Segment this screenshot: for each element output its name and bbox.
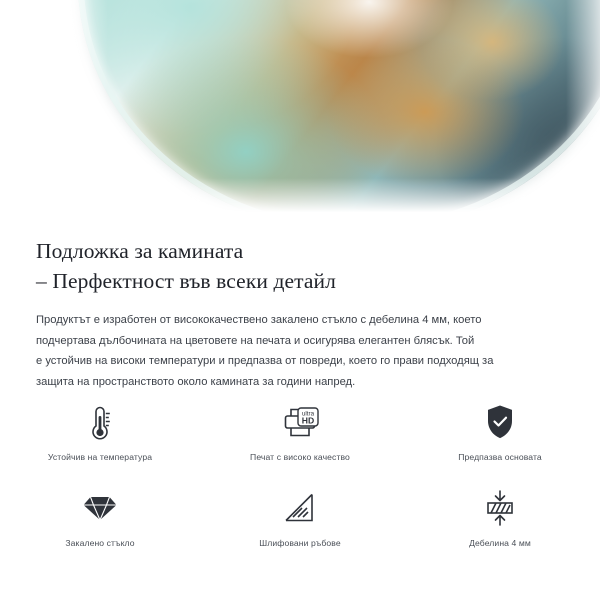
text-content: [0, 222, 600, 392]
shield-check-icon: [473, 398, 527, 446]
hero-image: [0, 0, 600, 222]
description-line-4: защита на пространството около камината за години напред.: [36, 375, 356, 388]
svg-text:HD: HD: [301, 415, 315, 426]
feature-item-tempered-glass: [0, 484, 200, 564]
product-description: [0, 296, 600, 392]
svg-text:ultra: ultra: [301, 410, 315, 418]
description-line-3: е устойчив на високи температури и предпазва от повреди, което го прави подходящ за: [36, 355, 494, 367]
page-title-line-2: – Перфектност във всеки детайл: [36, 269, 336, 293]
feature-label: Дебелина 4 мм: [469, 538, 531, 548]
thermometer-icon: [73, 398, 127, 446]
description-line-2: подчертава дълбочината на цветовете на печата и осигурява елегантен блясък. Той: [36, 334, 475, 347]
feature-item-polished-edges: [200, 484, 400, 564]
feature-grid: [0, 398, 600, 564]
thickness-arrows-icon: [473, 484, 527, 532]
feature-item-print-quality: [200, 398, 400, 478]
hero-fade-bottom: [0, 178, 600, 222]
page-title: [0, 222, 600, 296]
feature-item-thickness: [400, 484, 600, 564]
feature-label: Печат с високо качество: [250, 452, 350, 462]
feature-item-protects-base: [400, 398, 600, 478]
ultra-hd-print-icon: [273, 398, 327, 446]
feature-item-temperature: [0, 398, 200, 478]
feature-label: Шлифовани ръбове: [259, 538, 341, 548]
feature-label: Предпазва основата: [458, 452, 542, 462]
page-title-line-1: Подложка за камината: [36, 239, 244, 263]
diamond-icon: [73, 484, 127, 532]
polished-edges-icon: [273, 484, 327, 532]
feature-label: Закалено стъкло: [65, 538, 135, 548]
feature-label: Устойчив на температура: [47, 452, 153, 462]
description-line-1: Продуктът е изработен от висококачествено закалено стъкло с дебелина 4 мм, което: [36, 314, 482, 326]
